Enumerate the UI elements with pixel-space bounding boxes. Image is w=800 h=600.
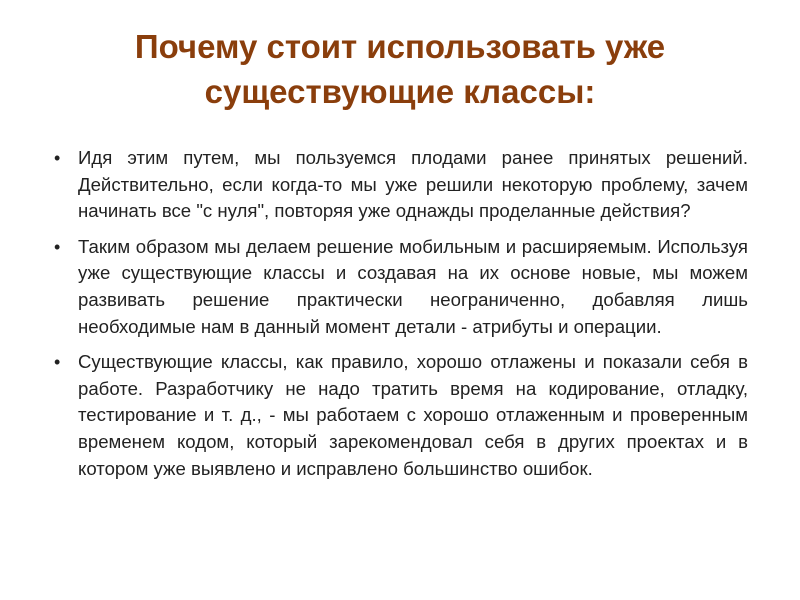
bullet-dot-icon: •	[54, 352, 61, 373]
bullet-dot-icon: •	[54, 148, 61, 168]
bullet-item	[52, 349, 748, 482]
bullet-text: Существующие классы, как правило, хорошо отлажены и показали себя в работе. Разработчику не надо тратить время на кодирование, отладку, тестирование и т. д., - мы работаем с хорошо отлаженным и проверенным временем кодом, который зарекомендовал себя в других проектах и в котором уже выявлено и исправлено большинство ошибок.	[78, 351, 748, 479]
slide-title: Почему стоит использовать уже существующие классы:	[134, 28, 666, 110]
bullet-item	[52, 145, 748, 225]
bullet-text: Таким образом мы делаем решение мобильным и расширяемым. Используя уже существующие классы и создавая на их основе новые, мы можем развивать решение практически неограниченно, добавляя лишь необходимые нам в данный момент детали - атрибуты и операции.	[78, 235, 748, 337]
bullet-text: Идя этим путем, мы пользуемся плодами ранее принятых решений. Действительно, если когда-то мы уже решили некоторую проблему, зачем начинать все "с нуля", повторяя уже однажды проделанные действия?	[78, 147, 748, 222]
bullet-list	[52, 145, 748, 491]
bullet-dot-icon: •	[54, 236, 61, 257]
bullet-item	[52, 234, 748, 340]
